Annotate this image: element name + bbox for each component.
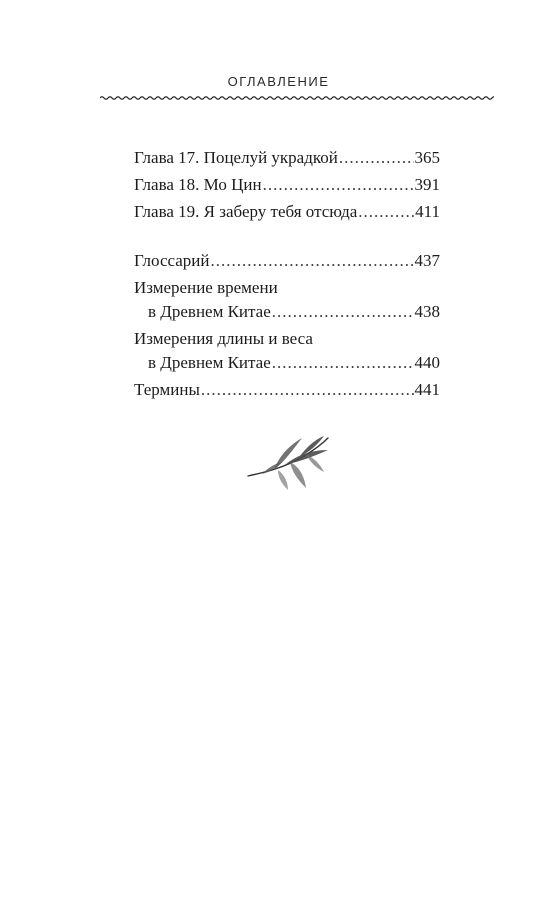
toc-appendix <box>134 249 440 405</box>
toc-entry-title-line1: Измерения длины и веса <box>134 329 313 348</box>
dot-leader <box>272 351 414 375</box>
toc-entry-title-line2: в Древнем Китае <box>148 353 271 372</box>
toc-entry-title: Глава 18. Мо Цин <box>134 175 262 194</box>
toc-entry-page: 440 <box>414 353 440 372</box>
bamboo-leaf-icon <box>244 432 334 496</box>
toc-entry-title-line1: Измерение времени <box>134 278 278 297</box>
toc-entry-page: 437 <box>414 251 440 270</box>
toc-entry-page: 411 <box>415 202 440 221</box>
toc-entry[interactable] <box>134 249 440 273</box>
toc-entry-second-line <box>134 351 440 375</box>
toc-entry-title: Глава 17. Поцелуй украдкой <box>134 148 338 167</box>
dot-leader <box>272 300 414 324</box>
toc-entry[interactable] <box>134 146 440 170</box>
toc-entry[interactable] <box>134 173 440 197</box>
dot-leader <box>211 249 414 273</box>
toc-entry[interactable] <box>134 200 440 224</box>
toc-entry-page: 365 <box>414 148 440 167</box>
toc-entry-title: Термины <box>134 380 200 399</box>
toc-entry-multiline[interactable] <box>134 327 440 375</box>
toc-entry-page: 438 <box>414 302 440 321</box>
toc-entry-title: Глоссарий <box>134 251 210 270</box>
toc-entry-page: 391 <box>414 175 440 194</box>
dot-leader <box>339 146 414 170</box>
toc-entry-title: Глава 19. Я заберу тебя отсюда <box>134 202 358 221</box>
toc-entry-page: 441 <box>414 380 440 399</box>
toc-chapters <box>134 146 440 227</box>
toc-entry-title-line2: в Древнем Китае <box>148 302 271 321</box>
toc-entry-second-line <box>134 300 440 324</box>
dot-leader <box>263 173 414 197</box>
page-header-title: ОГЛАВЛЕНИЕ <box>227 74 330 89</box>
wavy-divider <box>100 94 494 102</box>
toc-entry-multiline[interactable] <box>134 276 440 324</box>
dot-leader <box>201 378 414 402</box>
toc-entry[interactable] <box>134 378 440 402</box>
dot-leader <box>358 200 414 224</box>
